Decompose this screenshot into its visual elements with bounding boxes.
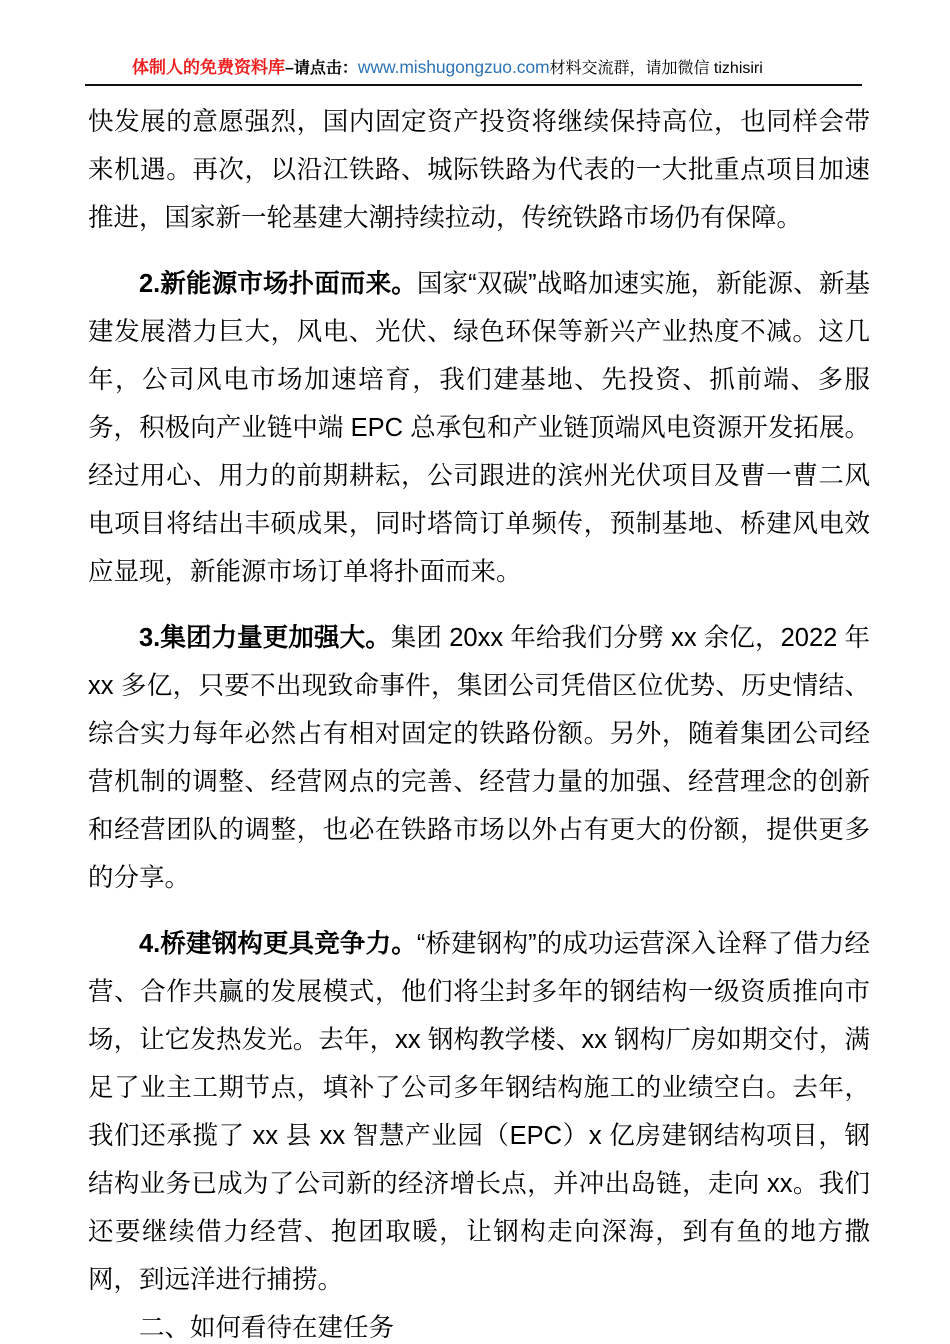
paragraph-heading-2: 2.新能源市场扑面而来。 — [139, 270, 417, 298]
header-separator-label: –请点击： — [285, 60, 358, 77]
document-body — [88, 98, 870, 1344]
paragraph-text: 国家“双碳”战略加速实施，新能源、新基建发展潜力巨大，风电、光伏、绿色环保等新兴产业热度不减。这几年，公司风电市场加速培育，我们建基地、先投资、抓前端、多服务，积极向产业链中端 EPC 总承包和产业链顶端风电资源开发拓展。经过用心、用力的前期耕耘，公司跟进的滨州光伏项目及曹一曹二风电项目将结出丰硕成果，同时塔筒订单频传，预制基地、桥建风电效应显现，新能源市场订单将扑面而来。 — [88, 270, 870, 586]
section-heading-two — [88, 1304, 870, 1344]
paragraph-heading-4: 4.桥建钢构更具竞争力。 — [139, 930, 417, 958]
paragraph-2-new-energy — [88, 260, 870, 596]
paragraph-text: 快发展的意愿强烈，国内固定资产投资将继续保持高位，也同样会带来机遇。再次，以沿江铁路、城际铁路为代表的一大批重点项目加速推进，国家新一轮基建大潮持续拉动，传统铁路市场仍有保障。 — [88, 108, 870, 232]
paragraph-text: “桥建钢构”的成功运营深入诠释了借力经营、合作共赢的发展模式，他们将尘封多年的钢结构一级资质推向市场，让它发热发光。去年，xx 钢构教学楼、xx 钢构厂房如期交付，满足了业主工期节点，填补了公司多年钢结构施工的业绩空白。去年，我们还承揽了 xx 县 xx 智慧产业园（EPC）x 亿房建钢结构项目，钢结构业务已成为了公司新的经济增长点，并冲出岛链，走向 xx。我们还要继续借力经营、抱团取暖，让钢构走向深海，到有鱼的地方撒网，到远洋进行捕捞。 — [88, 930, 870, 1294]
section-heading-text: 二、如何看待在建任务 — [139, 1314, 395, 1342]
page-header-text — [132, 57, 763, 79]
paragraph-continued-rail-market — [88, 98, 870, 242]
paragraph-4-steel-structure — [88, 920, 870, 1304]
paragraph-text: 集团 20xx 年给我们分劈 xx 余亿，2022 年 xx 多亿，只要不出现致命事件，集团公司凭借区位优势、历史情结、综合实力每年必然占有相对固定的铁路份额。另外，随着集团公司经营机制的调整、经营网点的完善、经营力量的加强、经营理念的创新和经营团队的调整，也必在铁路市场以外占有更大的份额，提供更多的分享。 — [88, 624, 870, 892]
paragraph-3-group-strength — [88, 614, 870, 902]
paragraph-heading-3: 3.集团力量更加强大。 — [139, 624, 391, 652]
page-header — [85, 52, 862, 86]
header-website-link[interactable]: www.mishugongzuo.com — [357, 57, 550, 77]
header-brand-label: 体制人的免费资料库 — [132, 58, 285, 77]
header-wechat-label: 材料交流群，请加微信 tizhisiri — [549, 60, 763, 77]
